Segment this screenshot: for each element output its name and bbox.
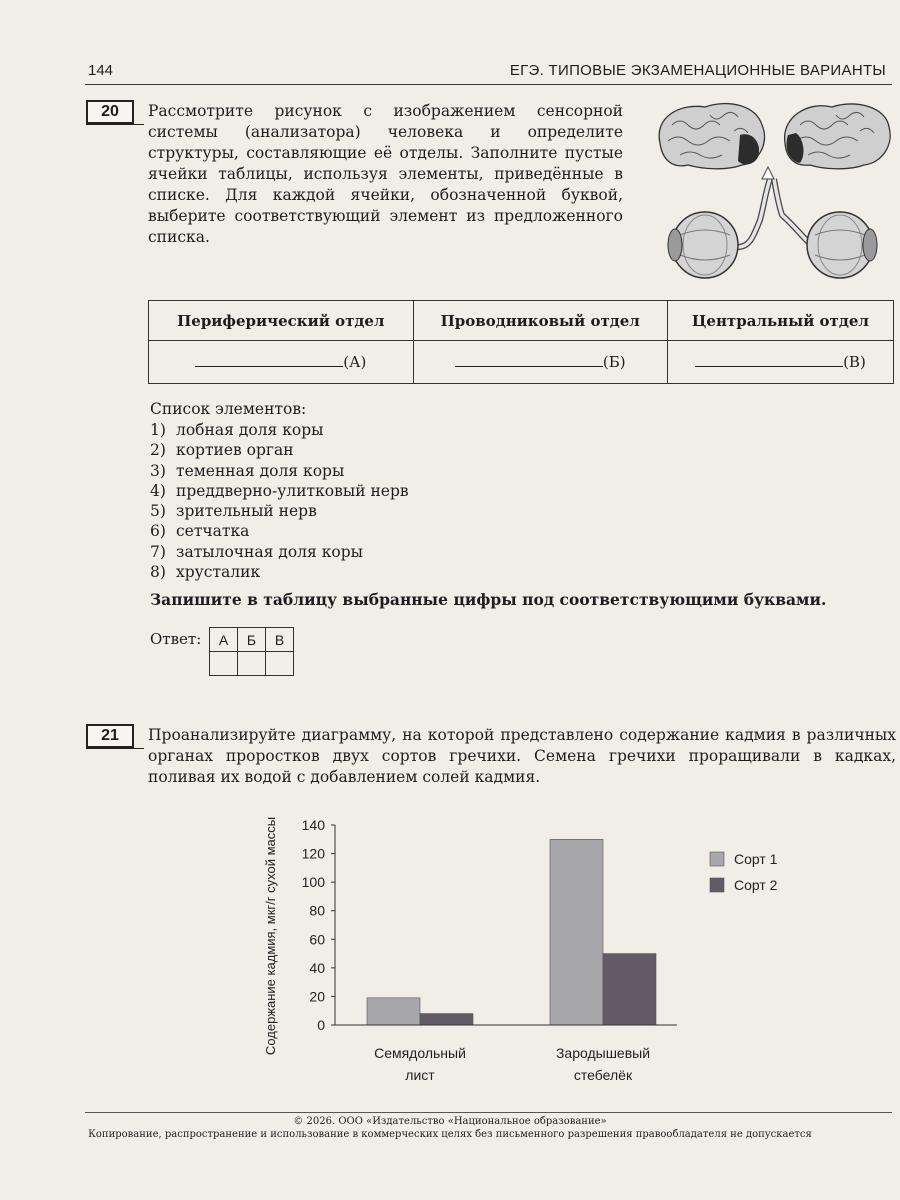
- bar-hypocotyl-sort2: [603, 954, 656, 1025]
- item-text: хрусталик: [176, 563, 261, 582]
- legend-label: Сорт 1: [734, 851, 778, 867]
- legend-label: Сорт 2: [734, 877, 778, 893]
- y-tick-label: 40: [309, 959, 325, 976]
- task-20-table: [148, 300, 894, 384]
- x-tick-label: Зародышевый: [555, 1045, 651, 1061]
- item-number: 5): [150, 502, 166, 521]
- answer-blank: [455, 353, 603, 367]
- table-cell-a[interactable]: [149, 341, 414, 384]
- table-cell-b[interactable]: [413, 341, 667, 384]
- y-ticks: [302, 817, 335, 1033]
- page-number: 144: [88, 62, 114, 79]
- y-tick-label: 20: [309, 988, 325, 1005]
- task-21-prompt: Проанализируйте диаграмму, на которой представлено содержание кадмия в различных органах проростков двух сортов гречихи. Семена гречихи проращивали в кадках, поливая их водой с добавлением солей кадмия.: [148, 726, 896, 786]
- item-text: затылочная доля коры: [176, 542, 364, 561]
- answer-letter-b: Б: [238, 628, 266, 652]
- legend-swatch: [710, 852, 724, 866]
- x-tick-label: стебелёк: [573, 1067, 633, 1083]
- right-eye-icon: [807, 212, 877, 278]
- header-rule: [85, 84, 892, 85]
- list-item: [150, 461, 409, 481]
- list-item: [150, 440, 409, 460]
- y-tick-label: 60: [309, 931, 325, 948]
- task-underline: [86, 748, 144, 749]
- list-item: [150, 501, 409, 521]
- task-number-21: 21: [86, 724, 134, 748]
- x-labels: [374, 1045, 650, 1083]
- table-header-peripheral: Периферический отдел: [149, 301, 414, 341]
- table-header-conductive: Проводниковый отдел: [413, 301, 667, 341]
- running-head: ЕГЭ. ТИПОВЫЕ ЭКЗАМЕНАЦИОННЫЕ ВАРИАНТЫ: [509, 62, 886, 79]
- answer-blank: [695, 353, 843, 367]
- list-item: [150, 481, 409, 501]
- list-title: Список элементов:: [150, 400, 307, 418]
- answer-input-a[interactable]: [210, 652, 238, 676]
- footer-rule: [85, 1112, 892, 1113]
- y-tick-label: 0: [317, 1017, 325, 1033]
- list-item: [150, 420, 409, 440]
- answer-table: [209, 627, 294, 676]
- x-tick-label: лист: [405, 1067, 435, 1083]
- answer-letter-a: А: [210, 628, 238, 652]
- left-eye-icon: [668, 212, 738, 278]
- item-text: кортиев орган: [176, 441, 294, 460]
- footer-copyright: © 2026. ООО «Издательство «Национальное образование»: [293, 1116, 607, 1127]
- left-brain-icon: [659, 104, 764, 169]
- cell-letter: (Б): [602, 353, 626, 371]
- y-tick-label: 100: [301, 874, 325, 891]
- list-item: [150, 521, 409, 541]
- answer-input-b[interactable]: [238, 652, 266, 676]
- answer-blank: [195, 353, 343, 367]
- item-number: 7): [150, 542, 166, 561]
- item-number: 3): [150, 461, 166, 480]
- table-cell-c[interactable]: [667, 341, 893, 384]
- bars: [367, 839, 656, 1025]
- item-number: 8): [150, 563, 166, 582]
- item-number: 6): [150, 522, 166, 541]
- item-text: теменная доля коры: [176, 461, 345, 480]
- elements-list: [150, 420, 409, 582]
- right-brain-icon: [785, 104, 891, 169]
- list-item: [150, 562, 409, 582]
- table-header-central: Центральный отдел: [667, 301, 893, 341]
- cell-letter: (В): [843, 353, 866, 371]
- item-text: сетчатка: [176, 522, 250, 541]
- item-number: 2): [150, 441, 166, 460]
- legend-swatch: [710, 878, 724, 892]
- answer-label: Ответ:: [150, 630, 202, 648]
- y-axis-label: Содержание кадмия, мкг/г сухой массы: [263, 816, 278, 1056]
- task-number-20: 20: [86, 100, 134, 124]
- item-number: 4): [150, 481, 166, 500]
- answer-input-c[interactable]: [266, 652, 294, 676]
- item-text: зрительный нерв: [176, 502, 317, 521]
- bar-hypocotyl-sort1: [550, 839, 603, 1025]
- y-tick-label: 120: [301, 845, 325, 862]
- list-item: [150, 542, 409, 562]
- answer-letter-c: В: [266, 628, 294, 652]
- task-underline: [86, 124, 144, 125]
- footer-notice: Копирование, распространение и использование в коммерческих целях без письменного разрешения правообладателя не допускается: [88, 1129, 812, 1140]
- item-text: лобная доля коры: [176, 421, 324, 439]
- visual-analyzer-illustration: [650, 95, 895, 285]
- bar-cotyledon-sort1: [367, 998, 420, 1025]
- item-text: преддверно-улитковый нерв: [176, 481, 409, 500]
- task-20-prompt: Рассмотрите рисунок с изображением сенсорной системы (анализатора) человека и определите структуры, составляющие её отделы. Заполните пустые ячейки таблицы, используя элементы, приведённые в списке. Для каждой ячейки, обозначенной буквой, выберите соответствующий элемент из предложенного списка.: [148, 102, 623, 246]
- cell-letter: (А): [343, 353, 367, 371]
- y-tick-label: 80: [309, 902, 325, 919]
- x-tick-label: Семядольный: [374, 1045, 466, 1061]
- item-number: 1): [150, 421, 166, 439]
- cadmium-bar-chart: [255, 810, 815, 1100]
- legend: [710, 851, 778, 893]
- bar-cotyledon-sort2: [420, 1014, 473, 1025]
- task-20-instruction: Запишите в таблицу выбранные цифры под соответствующими буквами.: [150, 590, 827, 609]
- y-tick-label: 140: [301, 817, 325, 833]
